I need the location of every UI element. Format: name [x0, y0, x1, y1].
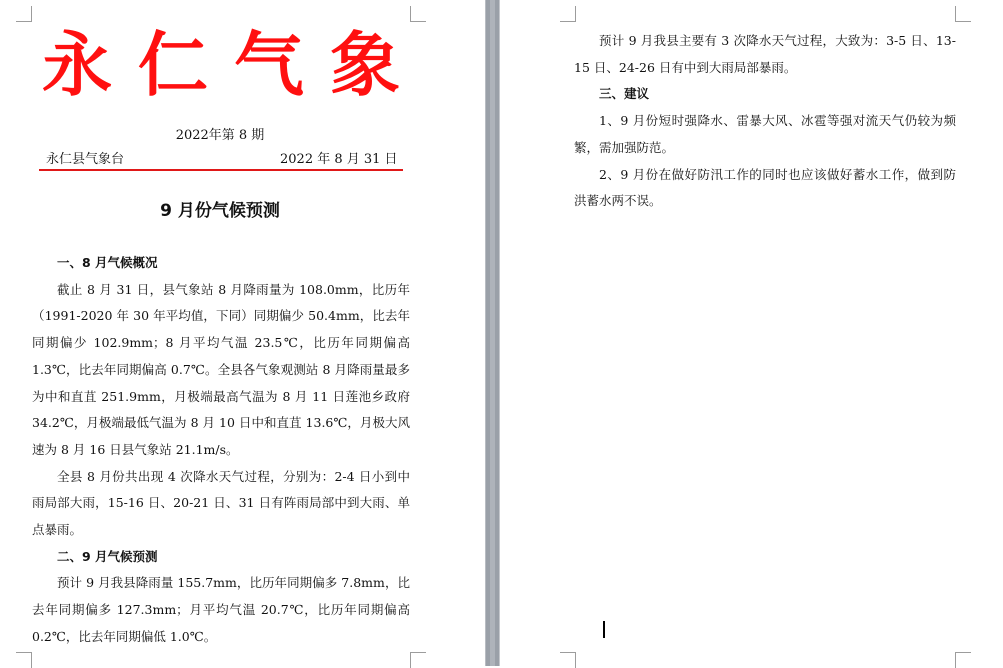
body-paragraph: 2、9 月份在做好防汛工作的同时也应该做好蓄水工作，做到防洪蓄水两不误。 — [574, 166, 956, 209]
masthead-title — [38, 24, 404, 106]
body-paragraph: 预计 9 月我县降雨量 155.7mm，比历年同期偏多 7.8mm，比去年同期偏多 127.3mm；月平均气温 20.7℃，比历年同期偏高 0.2℃，比去年同期偏低 1.0℃。 — [32, 575, 410, 644]
document-title: 9 月份气候预测 — [160, 201, 280, 221]
issue-date: 2022 年 8 月 31 日 — [280, 152, 398, 167]
masthead-char: 气 — [234, 23, 304, 106]
masthead-char: 永 — [42, 23, 112, 106]
body-paragraph: 全县 8 月份共出现 4 次降水天气过程，分别为：2-4 日小到中雨局部大雨，15-16 日、20-21 日、31 日有阵雨局部中到大雨、单点暴雨。 — [32, 468, 410, 538]
page-corner-mark — [410, 6, 426, 22]
body-paragraph: 1、9 月份短时强降水、雷暴大风、冰雹等强对流天气仍较为频繁，需加强防范。 — [574, 113, 956, 155]
body-paragraph: 预计 9 月我县主要有 3 次降水天气过程，大致为：3-5 日、13-15 日、24-26 日有中到大雨局部暴雨。 — [574, 33, 956, 75]
masthead-char: 象 — [330, 23, 400, 106]
section-heading: 二、9 月气候预测 — [57, 548, 158, 564]
issue-number: 2022年第 8 期 — [175, 128, 265, 143]
page-corner-mark — [16, 6, 32, 22]
page-gutter — [485, 0, 500, 666]
page-corner-mark — [560, 6, 576, 22]
body-paragraph: 截止 8 月 31 日，县气象站 8 月降雨量为 108.0mm，比历年（1991-2020 年 30 年平均值，下同）同期偏少 50.4mm，比去年同期偏少 102.9mm；8 月平均气温 23.5℃，比历年同期偏高 1.3℃，比去年同期偏高 0.7℃。全县各气象观测站 8 月降雨量最多为中和直苴 251.9mm，月极端最高气温为 8 月 11 日莲池乡政府 34.2℃，月极端最低气温为 8 月 10 日中和直苴 13.6℃，月极大风速为 8 月 16 日县气象站 21.1m/s。 — [32, 281, 410, 457]
right-page-body — [574, 28, 956, 215]
text-cursor[interactable] — [603, 621, 605, 638]
masthead-char: 仁 — [138, 23, 208, 106]
section-heading: 三、建议 — [599, 86, 650, 102]
publisher-name: 永仁县气象台 — [46, 152, 125, 167]
header-red-rule — [39, 169, 403, 171]
section-heading: 一、8 月气候概况 — [57, 255, 158, 270]
page-corner-mark — [955, 6, 971, 22]
left-page-body — [32, 250, 410, 651]
